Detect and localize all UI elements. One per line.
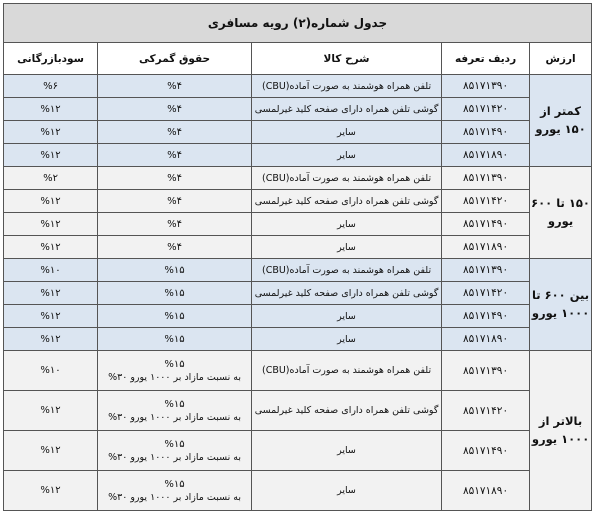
profit-tax-cell: %۱۲	[4, 328, 98, 351]
profit-tax-cell: %۱۲	[4, 98, 98, 121]
tariff-code-cell: ۸۵۱۷۱۳۹۰	[442, 167, 530, 190]
tariff-code-cell: ۸۵۱۷۱۸۹۰	[442, 328, 530, 351]
customs-duty-cell	[98, 431, 252, 471]
customs-duty-cell	[98, 471, 252, 511]
duty-note: به نسبت مازاد بر ۱۰۰۰ یورو ۳۰%	[108, 371, 241, 383]
table-row	[4, 305, 592, 328]
duty-rate: %۱۵	[164, 478, 185, 490]
profit-tax-cell: %۶	[4, 75, 98, 98]
customs-duty-cell	[98, 190, 252, 213]
duty-rate: %۱۵	[164, 358, 185, 370]
duty-rate: %۴	[167, 80, 182, 92]
tariff-code-cell: ۸۵۱۷۱۴۲۰	[442, 282, 530, 305]
tariff-code-cell: ۸۵۱۷۱۳۹۰	[442, 351, 530, 391]
profit-tax-cell: %۱۲	[4, 431, 98, 471]
duty-note: به نسبت مازاد بر ۱۰۰۰ یورو ۳۰%	[108, 411, 241, 423]
customs-duty-cell	[98, 75, 252, 98]
customs-duty-cell	[98, 259, 252, 282]
duty-rate: %۴	[167, 126, 182, 138]
duty-rate: %۱۵	[164, 333, 185, 345]
table-row	[4, 98, 592, 121]
header-row	[4, 43, 592, 75]
customs-duty-cell	[98, 305, 252, 328]
tariff-code-cell: ۸۵۱۷۱۸۹۰	[442, 471, 530, 511]
description-cell: سایر	[252, 121, 442, 144]
duty-note: به نسبت مازاد بر ۱۰۰۰ یورو ۳۰%	[108, 491, 241, 503]
duty-rate: %۴	[167, 149, 182, 161]
tariff-code-cell: ۸۵۱۷۱۴۹۰	[442, 213, 530, 236]
table-row	[4, 391, 592, 431]
customs-duty-cell	[98, 282, 252, 305]
profit-tax-cell: %۱۲	[4, 236, 98, 259]
duty-rate: %۱۵	[164, 398, 185, 410]
table-row	[4, 144, 592, 167]
description-cell: تلفن همراه هوشمند به صورت آماده(CBU)	[252, 167, 442, 190]
customs-duty-cell	[98, 98, 252, 121]
group-label: کمتر از ۱۵۰ یورو	[530, 75, 592, 167]
table-row	[4, 431, 592, 471]
table-row	[4, 259, 592, 282]
table-row	[4, 282, 592, 305]
header-tariff: ردیف تعرفه	[442, 43, 530, 75]
description-cell: تلفن همراه هوشمند به صورت آماده(CBU)	[252, 75, 442, 98]
duty-rate: %۴	[167, 195, 182, 207]
duty-rate: %۱۵	[164, 310, 185, 322]
table-row	[4, 121, 592, 144]
duty-rate: %۱۵	[164, 287, 185, 299]
table-row	[4, 213, 592, 236]
customs-duty-cell	[98, 236, 252, 259]
tariff-code-cell: ۸۵۱۷۱۴۲۰	[442, 98, 530, 121]
description-cell: سایر	[252, 471, 442, 511]
tariff-code-cell: ۸۵۱۷۱۳۹۰	[442, 259, 530, 282]
header-profit: سودبازرگانی	[4, 43, 98, 75]
duty-rate: %۱۵	[164, 264, 185, 276]
group-label: بین ۶۰۰ تا ۱۰۰۰ یورو	[530, 259, 592, 351]
customs-duty-cell	[98, 167, 252, 190]
profit-tax-cell: %۱۰	[4, 259, 98, 282]
profit-tax-cell: %۲	[4, 167, 98, 190]
table-row	[4, 351, 592, 391]
table-row	[4, 190, 592, 213]
customs-duty-cell	[98, 328, 252, 351]
duty-rate: %۱۵	[164, 438, 185, 450]
tariff-code-cell: ۸۵۱۷۱۴۲۰	[442, 391, 530, 431]
description-cell: گوشی تلفن همراه دارای صفحه کلید غیرلمسی	[252, 391, 442, 431]
tariff-table	[3, 3, 592, 511]
description-cell: سایر	[252, 236, 442, 259]
description-cell: تلفن همراه هوشمند به صورت آماده(CBU)	[252, 259, 442, 282]
tariff-code-cell: ۸۵۱۷۱۴۲۰	[442, 190, 530, 213]
description-cell: گوشی تلفن همراه دارای صفحه کلید غیرلمسی	[252, 282, 442, 305]
profit-tax-cell: %۱۲	[4, 305, 98, 328]
customs-duty-cell	[98, 121, 252, 144]
customs-duty-cell	[98, 213, 252, 236]
tariff-code-cell: ۸۵۱۷۱۳۹۰	[442, 75, 530, 98]
header-description: شرح کالا	[252, 43, 442, 75]
group-label: بالاتر از ۱۰۰۰ یورو	[530, 351, 592, 511]
description-cell: سایر	[252, 328, 442, 351]
tariff-table-body	[4, 4, 592, 511]
table-row	[4, 167, 592, 190]
profit-tax-cell: %۱۲	[4, 471, 98, 511]
duty-note: به نسبت مازاد بر ۱۰۰۰ یورو ۳۰%	[108, 451, 241, 463]
header-customs: حقوق گمرکی	[98, 43, 252, 75]
customs-duty-cell	[98, 351, 252, 391]
customs-duty-cell	[98, 144, 252, 167]
tariff-code-cell: ۸۵۱۷۱۴۹۰	[442, 431, 530, 471]
description-cell: سایر	[252, 305, 442, 328]
description-cell: سایر	[252, 213, 442, 236]
duty-rate: %۴	[167, 172, 182, 184]
description-cell: گوشی تلفن همراه دارای صفحه کلید غیرلمسی	[252, 190, 442, 213]
tariff-code-cell: ۸۵۱۷۱۴۹۰	[442, 305, 530, 328]
profit-tax-cell: %۱۲	[4, 282, 98, 305]
table-row	[4, 75, 592, 98]
profit-tax-cell: %۱۲	[4, 391, 98, 431]
profit-tax-cell: %۱۲	[4, 213, 98, 236]
table-row	[4, 471, 592, 511]
customs-duty-cell	[98, 391, 252, 431]
profit-tax-cell: %۱۲	[4, 190, 98, 213]
profit-tax-cell: %۱۰	[4, 351, 98, 391]
group-label: ۱۵۰ تا ۶۰۰ یورو	[530, 167, 592, 259]
tariff-code-cell: ۸۵۱۷۱۸۹۰	[442, 236, 530, 259]
table-row	[4, 236, 592, 259]
description-cell: سایر	[252, 144, 442, 167]
duty-rate: %۴	[167, 103, 182, 115]
table-row	[4, 328, 592, 351]
duty-rate: %۴	[167, 241, 182, 253]
description-cell: تلفن همراه هوشمند به صورت آماده(CBU)	[252, 351, 442, 391]
profit-tax-cell: %۱۲	[4, 121, 98, 144]
tariff-code-cell: ۸۵۱۷۱۸۹۰	[442, 144, 530, 167]
table-title: جدول شماره(۲) رویه مسافری	[4, 4, 592, 43]
description-cell: سایر	[252, 431, 442, 471]
profit-tax-cell: %۱۲	[4, 144, 98, 167]
duty-rate: %۴	[167, 218, 182, 230]
header-value: ارزش	[530, 43, 592, 75]
description-cell: گوشی تلفن همراه دارای صفحه کلید غیرلمسی	[252, 98, 442, 121]
tariff-code-cell: ۸۵۱۷۱۴۹۰	[442, 121, 530, 144]
